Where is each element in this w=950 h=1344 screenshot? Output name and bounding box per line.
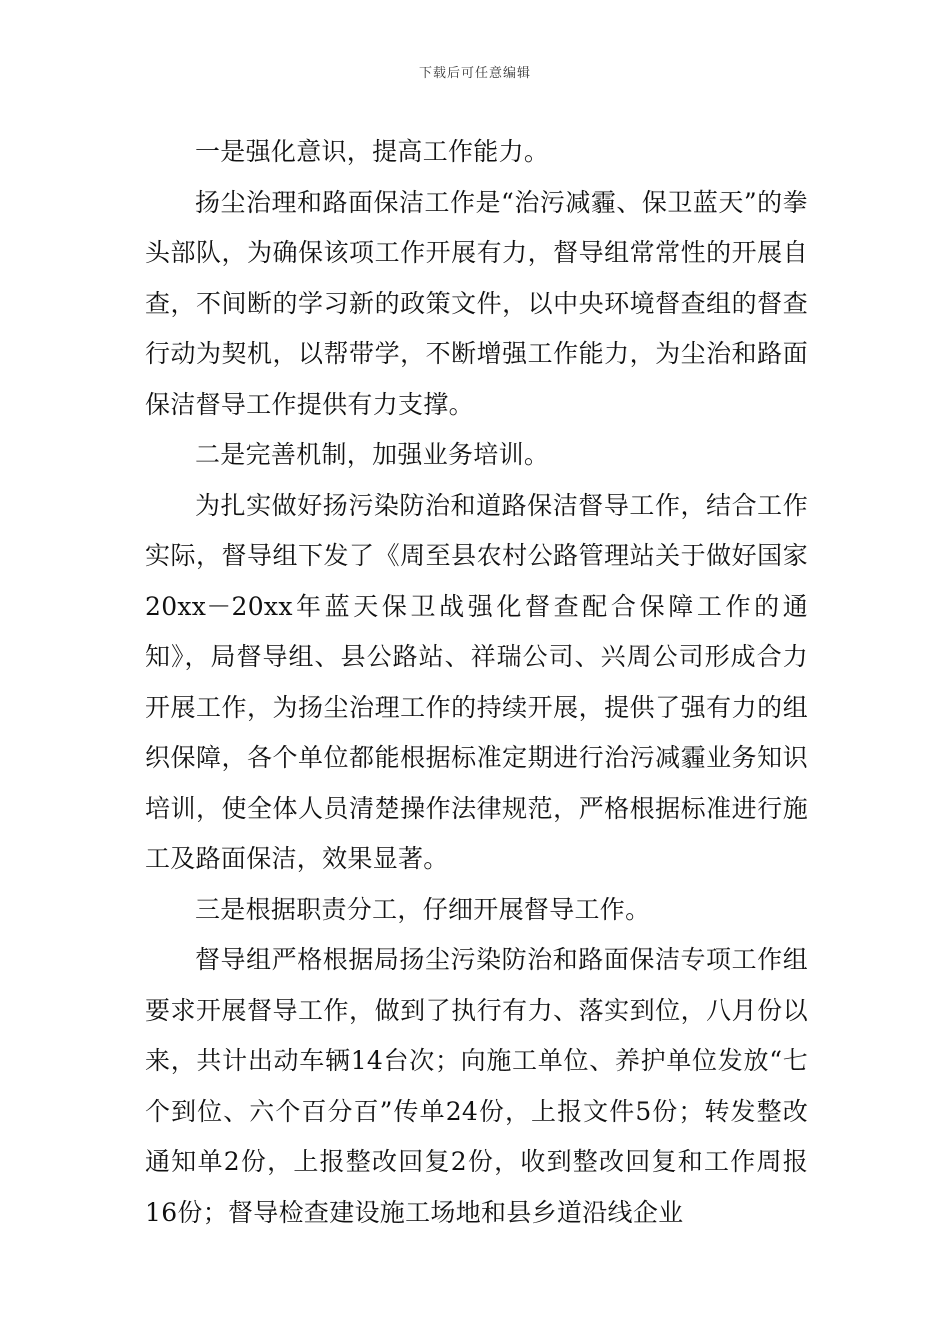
paragraph-1-heading: 一是强化意识，提高工作能力。	[195, 137, 550, 166]
paragraph-4: 为扎实做好扬污染防治和道路保洁督导工作，结合工作实际，督导组下发了《周至县农村公路管理站关于做好国家20xx－20xx年蓝天保卫战强化督查配合保障工作的通知》，局督导组、县公路站、祥瑞公司、兴周公司形成合力开展工作，为扬尘治理工作的持续开展，提供了强有力的组织保障，各个单位都能根据标准定期进行治污减霾业务知识培训，使全体人员清楚操作法律规范，严格根据标准进行施工及路面保洁，效果显著。	[145, 490, 808, 873]
paragraph-2: 扬尘治理和路面保洁工作是“治污减霾、保卫蓝天”的拳头部队，为确保该项工作开展有力，督导组常常性的开展自查，不间断的学习新的政策文件，以中央环境督查组的督查行动为契机，以帮带学，不断增强工作能力，为尘治和路面保洁督导工作提供有力支撑。	[145, 187, 808, 419]
paragraph-5-heading: 三是根据职责分工，仔细开展督导工作。	[195, 894, 651, 924]
paragraph-6: 督导组严格根据局扬尘污染防治和路面保洁专项工作组要求开展督导工作，做到了执行有力、落实到位，八月份以来，共计出动车辆14台次；向施工单位、养护单位发放“七个到位、六个百分百”传单24份，上报文件5份；转发整改通知单2份，上报整改回复2份，收到整改回复和工作周报16份；督导检查建设施工场地和县乡道沿线企业	[145, 945, 808, 1227]
paragraph-3-heading: 二是完善机制，加强业务培训。	[195, 440, 550, 469]
page-header: 下载后可任意编辑	[418, 66, 531, 81]
document-body	[145, 127, 808, 1238]
